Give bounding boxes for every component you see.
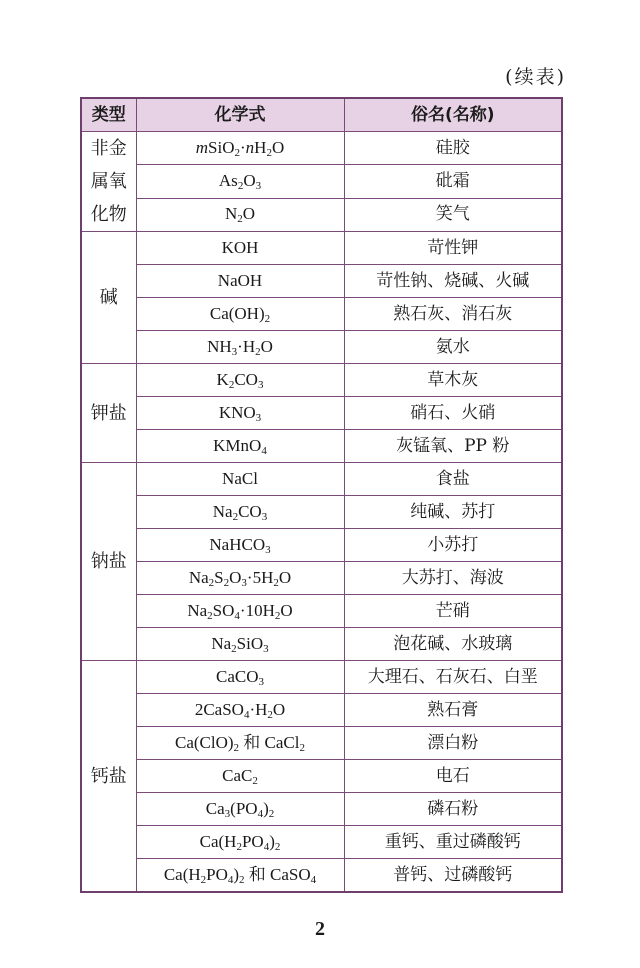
table-row	[81, 430, 562, 463]
header-type: 类型	[81, 98, 136, 132]
table-row	[81, 331, 562, 364]
formula-cell: $K_2CO_3$	[136, 364, 344, 397]
formula-cell: KOH	[136, 232, 344, 265]
formula-cell: KMnO$_4$	[136, 430, 344, 463]
table-row	[81, 826, 562, 859]
common-name-cell: 苛性钠、烧碱、火碱	[344, 265, 562, 298]
table-row	[81, 397, 562, 430]
common-name-cell: 灰锰氧、PP 粉	[344, 430, 562, 463]
common-name-cell: 笑气	[344, 198, 562, 231]
formula-cell: $Na_2S_2O_3\cdot 5H_2O$	[136, 562, 344, 595]
formula-cell: $Na_2SO_4\cdot 10H_2O$	[136, 595, 344, 628]
formula-cell: $Ca_3(PO_4)_2$	[136, 793, 344, 826]
formula-cell: $Na_2CO_3$	[136, 496, 344, 529]
formula-cell: $Ca(H_2PO_4)_2$	[136, 826, 344, 859]
table-row	[81, 793, 562, 826]
table-row	[81, 694, 562, 727]
common-name-cell: 草木灰	[344, 364, 562, 397]
common-name-cell: 大苏打、海波	[344, 562, 562, 595]
category-cell: 非金 属氧 化物	[81, 132, 136, 232]
common-name-cell: 苛性钾	[344, 232, 562, 265]
table-row	[81, 628, 562, 661]
page-number: 2	[315, 918, 325, 940]
category-cell: 钙盐	[81, 661, 136, 893]
formula-cell: $NH_3\cdot H_2O$	[136, 331, 344, 364]
common-name-cell: 砒霜	[344, 165, 562, 198]
table-row	[81, 859, 562, 893]
table-header-row	[81, 98, 562, 132]
formula-cell: $Ca(OH)_2$	[136, 298, 344, 331]
table-body	[81, 132, 562, 893]
common-name-cell: 氨水	[344, 331, 562, 364]
common-name-cell: 硝石、火硝	[344, 397, 562, 430]
table-row	[81, 760, 562, 793]
header-formula: 化学式	[136, 98, 344, 132]
table-row	[81, 265, 562, 298]
common-name-cell: 磷石粉	[344, 793, 562, 826]
common-name-cell: 漂白粉	[344, 727, 562, 760]
common-name-cell: 纯碱、苏打	[344, 496, 562, 529]
formula-cell: $2CaSO_4\cdot H_2O$	[136, 694, 344, 727]
table-row	[81, 727, 562, 760]
category-cell: 钾盐	[81, 364, 136, 463]
category-cell: 碱	[81, 232, 136, 364]
formula-cell: $Ca(ClO)_2$ 和 CaCl$_2$	[136, 727, 344, 760]
common-name-cell: 食盐	[344, 463, 562, 496]
table-row	[81, 595, 562, 628]
common-name-cell: 重钙、重过磷酸钙	[344, 826, 562, 859]
common-name-cell: 普钙、过磷酸钙	[344, 859, 562, 893]
table-row	[81, 496, 562, 529]
common-name-cell: 大理石、石灰石、白垩	[344, 661, 562, 694]
formula-cell: NaCl	[136, 463, 344, 496]
common-name-cell: 硅胶	[344, 132, 562, 165]
common-name-cell: 电石	[344, 760, 562, 793]
formula-cell: NaOH	[136, 265, 344, 298]
continued-label: (续表)	[505, 66, 566, 88]
formula-cell: $Ca(H_2PO_4)_2$ 和 CaSO$_4$	[136, 859, 344, 893]
common-name-cell: 泡花碱、水玻璃	[344, 628, 562, 661]
chemical-names-table	[80, 97, 563, 893]
common-name-cell: 熟石灰、消石灰	[344, 298, 562, 331]
table-row	[81, 232, 562, 265]
formula-cell: $Na_2SiO_3$	[136, 628, 344, 661]
table-row	[81, 463, 562, 496]
formula-cell: $N_2O$	[136, 198, 344, 231]
category-cell: 钠盐	[81, 463, 136, 661]
table-row	[81, 165, 562, 198]
table-row	[81, 562, 562, 595]
common-name-cell: 小苏打	[344, 529, 562, 562]
table-row	[81, 364, 562, 397]
table-row	[81, 132, 562, 165]
table-row	[81, 661, 562, 694]
common-name-cell: 芒硝	[344, 595, 562, 628]
header-common-name: 俗名(名称)	[344, 98, 562, 132]
common-name-cell: 熟石膏	[344, 694, 562, 727]
formula-cell: $KNO_3$	[136, 397, 344, 430]
table-row	[81, 198, 562, 231]
formula-cell: CaC$_2$	[136, 760, 344, 793]
table-row	[81, 298, 562, 331]
formula-cell: $mSiO_2\cdot nH_2O$	[136, 132, 344, 165]
formula-cell: CaCO$_3$	[136, 661, 344, 694]
table-row	[81, 529, 562, 562]
formula-cell: $As_2O_3$	[136, 165, 344, 198]
formula-cell: NaHCO$_3$	[136, 529, 344, 562]
